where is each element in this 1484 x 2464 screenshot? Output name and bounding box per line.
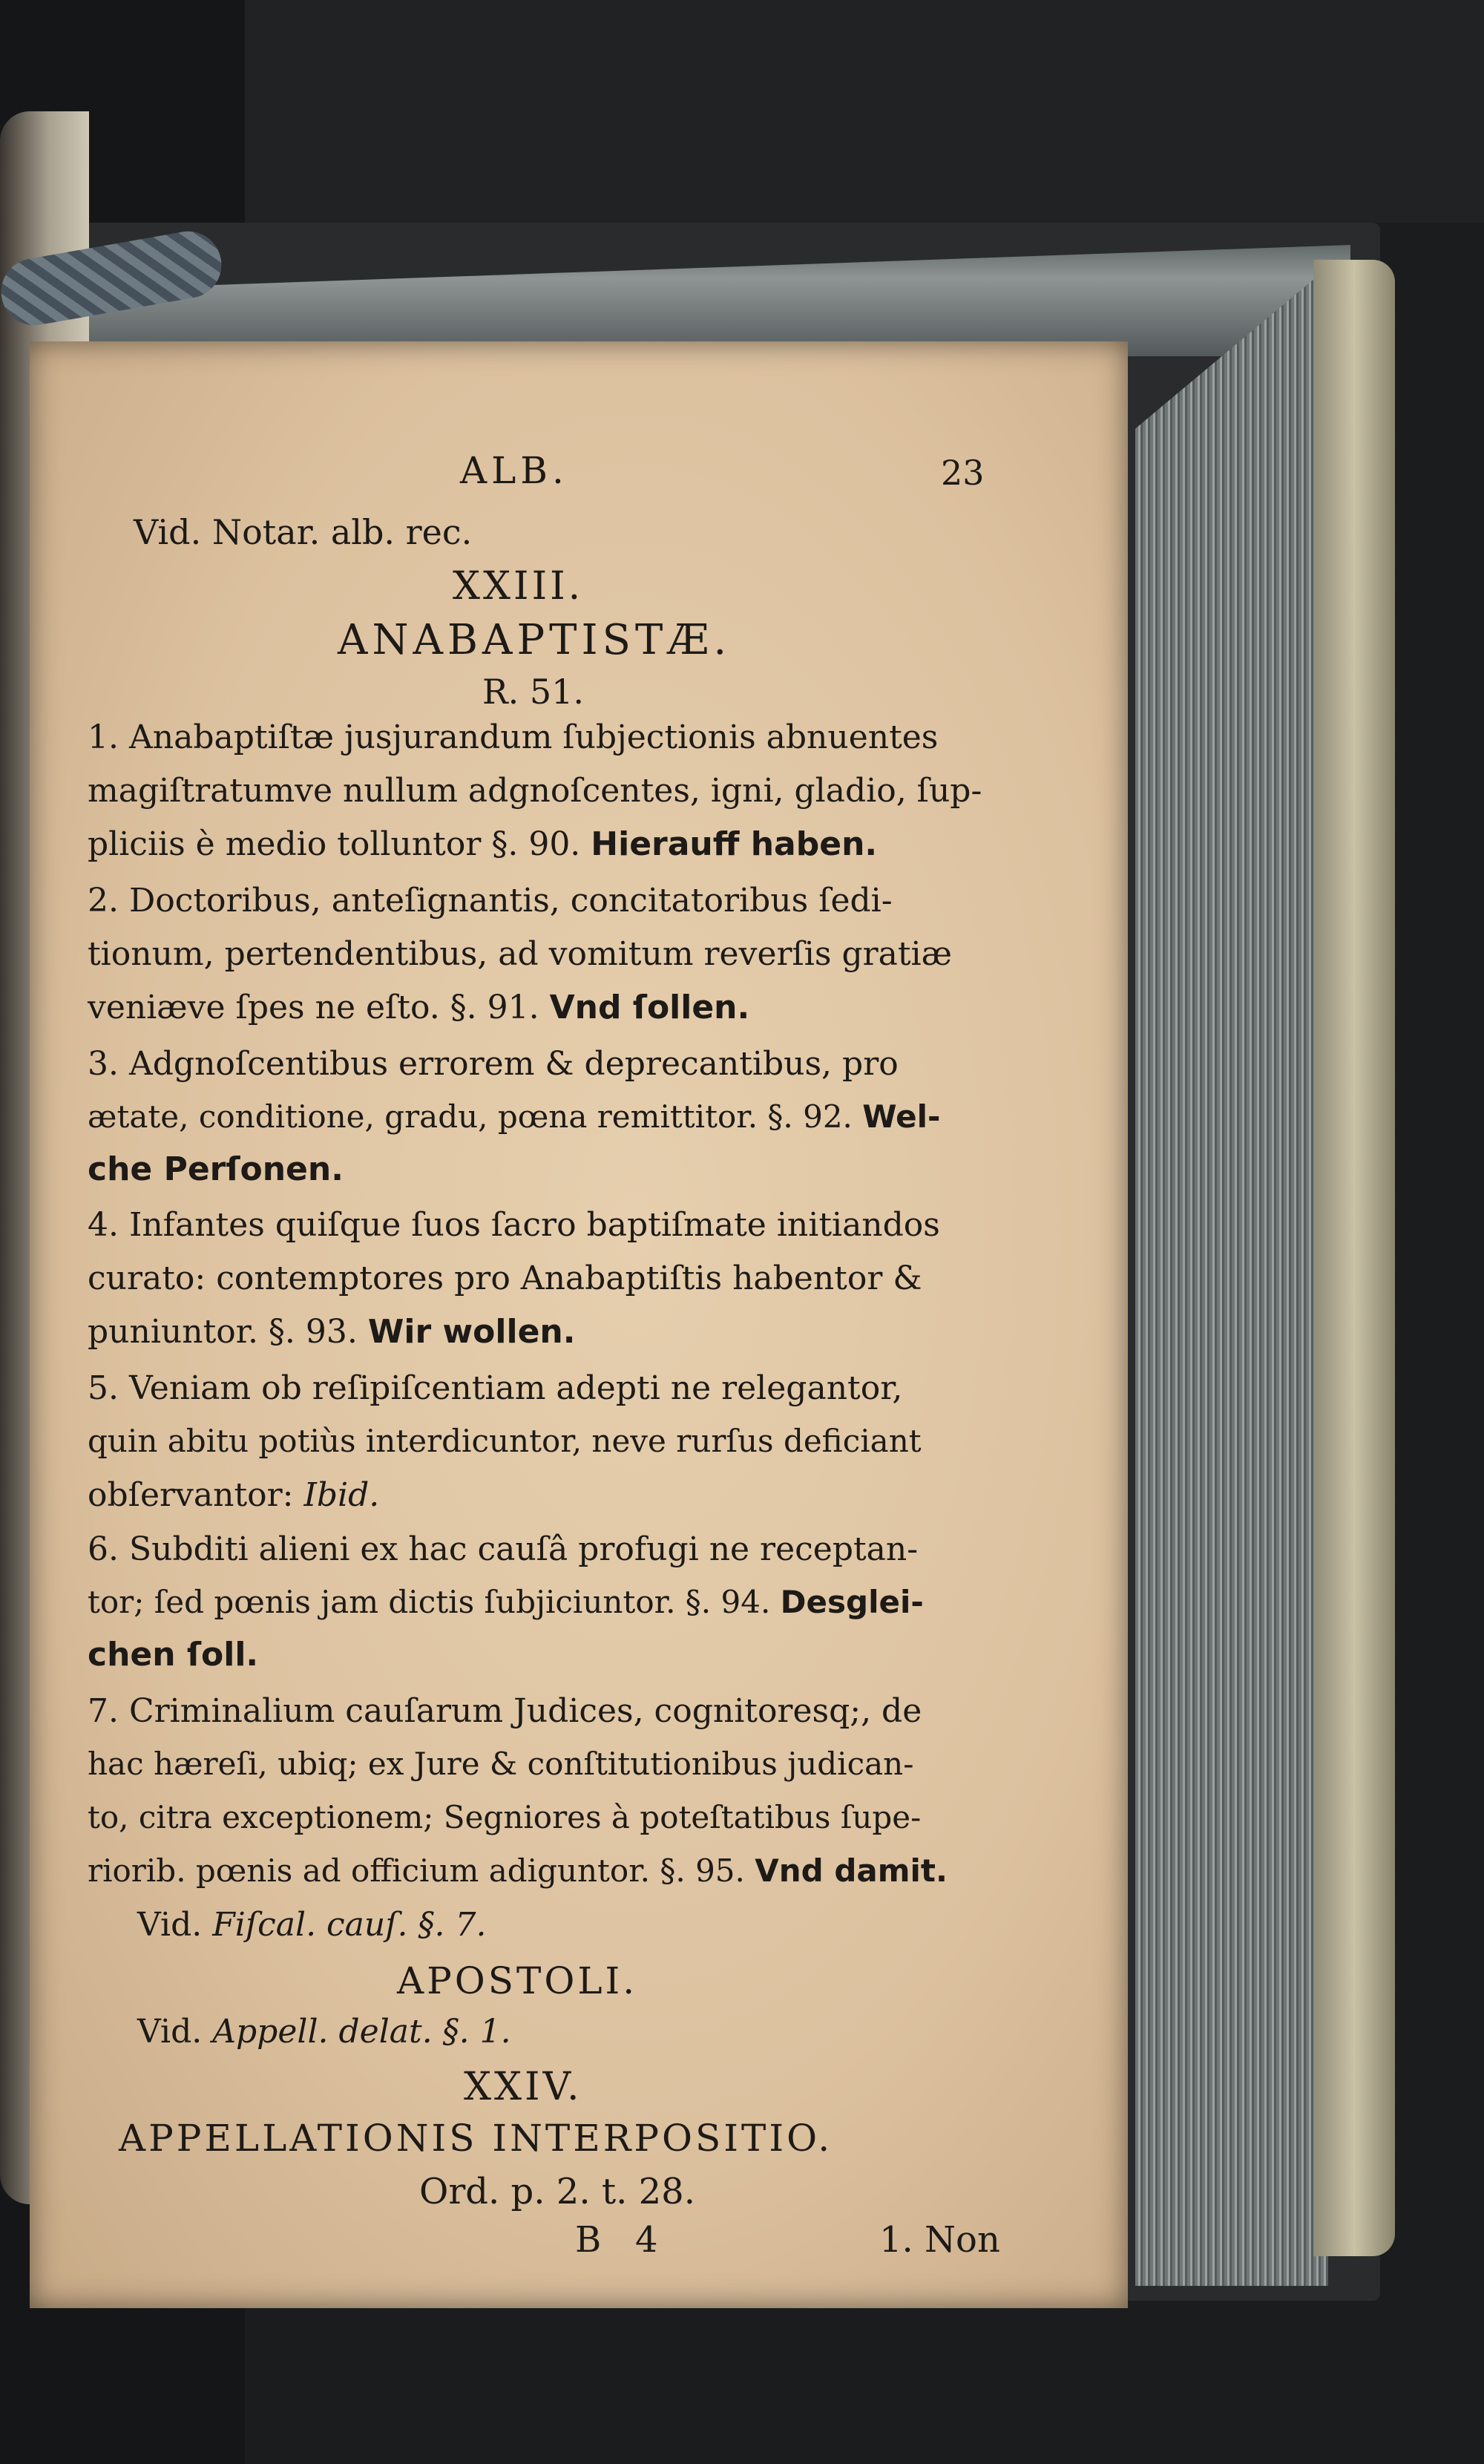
text-line: obſervantor: Ibid. [88,1476,380,1514]
running-title: ALB. [460,449,568,492]
text-line: 2. Doctoribus, anteſignantis, concitatoribus ſedi- [88,882,893,920]
text-line: tor; ſed pœnis jam dictis ſubjiciuntor. §. 94. Desglei- [88,1584,924,1620]
text-line: ætate, conditione, gradu, pœna remittitor. §. 92. Wel- [88,1098,941,1135]
text-line: curato: contemptores pro Anabaptiſtis habentor & [88,1259,922,1297]
text-line: tionum, pertendentibus, ad vomitum reverſis gratiæ [88,935,952,973]
section-heading: ANABAPTISTÆ. [338,616,732,664]
section-heading: APPELLATIONIS INTERPOSITIO. [119,2117,833,2160]
text-line: riorib. pœnis ad officium adiguntor. §. 95. Vnd damit. [88,1852,948,1889]
cross-reference: Vid. Fiſcal. cauſ. §. 7. [137,1906,487,1944]
text-line: hac hæreſi, ubiq; ex Jure & conſtitutionibus judican- [88,1746,914,1782]
text-line: puniuntor. §. 93. Wir wollen. [88,1313,576,1351]
page-number: 23 [941,453,985,493]
cross-reference: Vid. Notar. alb. rec. [134,512,473,552]
back-cover [1313,260,1395,2256]
text-line: 4. Infantes quiſque ſuos ſacro baptiſmate initiandos [88,1206,940,1244]
text-line: veniæve ſpes ne eſto. §. 91. Vnd ſollen. [88,989,750,1026]
text-line: che Perſonen. [88,1150,344,1188]
text-line: 6. Subditi alieni ex hac cauſâ profugi ne receptan- [88,1530,919,1568]
text-line: 7. Criminalium cauſarum Judices, cognitoresq;, de [88,1692,922,1730]
rule-reference: R. 51. [482,672,585,712]
text-line: to, citra exceptionem; Segniores à poteſtatibus ſupe- [88,1799,922,1835]
text-line: chen ſoll. [88,1636,259,1674]
page-block-edge [1135,267,1328,2286]
section-number: XXIII. [453,564,584,609]
text-line: pliciis è medio tolluntor §. 90. Hierauff haben. [88,825,878,863]
section-heading: APOSTOLI. [397,1959,638,2002]
cross-reference: Vid. Appell. delat. §. 1. [137,2013,511,2051]
text-line: 5. Veniam ob reſipiſcentiam adepti ne relegantor, [88,1369,903,1407]
signature-mark: B 4 [575,2219,658,2261]
text-line: 1. Anabaptiſtæ jusjurandum ſubjectionis abnuentes [88,718,939,756]
text-line: 3. Adgnoſcentibus errorem & deprecantibus, pro [88,1045,899,1083]
text-line: quin abitu potiùs interdicuntor, neve rurſus deficiant [88,1423,922,1459]
text-line: magiſtratumve nullum adgnoſcentes, igni, gladio, ſup- [88,772,982,810]
section-number: XXIV. [464,2065,582,2109]
catchword: 1. Non [879,2219,1000,2261]
ordinance-reference: Ord. p. 2. t. 28. [419,2171,695,2212]
